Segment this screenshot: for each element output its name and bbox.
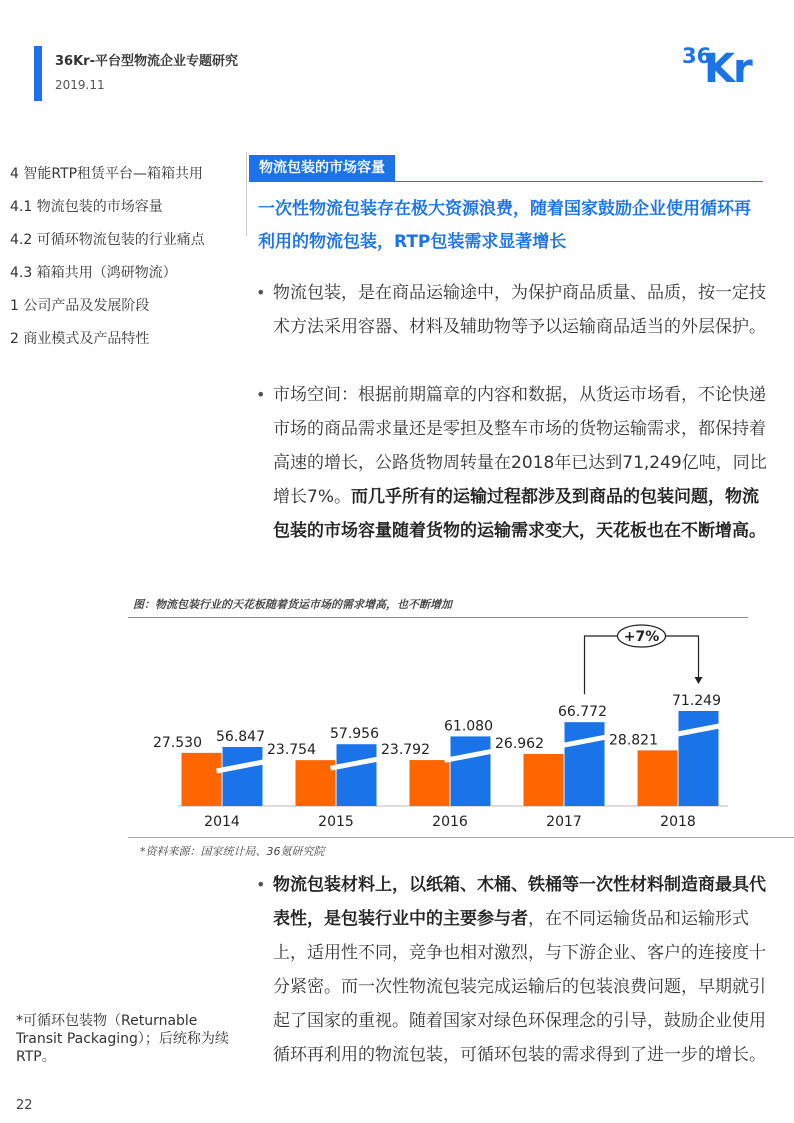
growth-annotation-label: +7%: [623, 629, 660, 645]
toc-item: 4 智能RTP租赁平台—箱箱共用: [10, 166, 204, 182]
data-label-series1-2016: 23.792: [381, 742, 430, 759]
bullet-bold-text: 而几乎所有的运输过程都涉及到商品的包装问题，物流包装的市场容量随着货物的运输需求变大，天花板也在不断增高。: [273, 487, 766, 541]
data-label-series2-2017: 66.772: [558, 704, 607, 721]
logo-number: 36: [682, 44, 712, 68]
bullet-normal-text: 市场空间：根据前期篇章的内容和数据，从货运市场看，不论快递市场的商品需求量还是零担及整车市场的货物运输需求，都保持着高速的增长，公路货物周转量在2018年已达到71,249亿吨，同比增长7%。: [273, 385, 767, 507]
36kr-logo: [682, 44, 766, 92]
bar-series1-2016: [410, 760, 450, 806]
source-rule: [128, 837, 794, 838]
toc-divider: [246, 152, 247, 236]
toc-item: 4.3 箱箱共用（鸿研物流）: [10, 265, 177, 281]
header-accent-bar: [34, 46, 42, 101]
data-label-series2-2016: 61.080: [444, 718, 493, 735]
x-tick-label-2014: 2014: [204, 814, 240, 830]
bullet-text: [273, 378, 768, 548]
bullet-dot-icon: •: [256, 283, 266, 302]
toc-item: 2 商业模式及产品特性: [10, 331, 150, 347]
bullet-text: [273, 868, 768, 1072]
data-label-series1-2015: 23.754: [267, 742, 316, 759]
bullet-packaging-materials: [256, 868, 768, 1072]
figure-source: *资料来源：国家统计局、36氪研究院: [140, 845, 325, 858]
bar-series1-2017: [524, 754, 564, 806]
section-tag-underline: [249, 181, 763, 182]
section-headline: 一次性物流包装存在极大资源浪费，随着国家鼓励企业使用循环再利用的物流包装，RTP包装需求显著增长: [258, 199, 751, 252]
data-label-series2-2014: 56.847: [216, 729, 265, 745]
data-label-series1-2017: 26.962: [495, 735, 544, 752]
bullet-normal-text: ，在不同运输货品和运输形式上，适用性不同，竞争也相对激烈，与下游企业、客户的连接度十分紧密。而一次性物流包装完成运输后的包装浪费问题，早期就引起了国家的重视。随着国家对绿色环保理念的引导，鼓励企业使用循环再利用的物流包装，可循环包装的需求得到了进一步的增长。: [273, 909, 766, 1065]
data-label-series2-2018: 71.249: [672, 692, 721, 709]
toc-item: 4.1 物流包装的市场容量: [10, 199, 163, 215]
x-tick-label-2017: 2017: [546, 814, 582, 830]
page-number: 22: [16, 1098, 33, 1113]
freight-volume-bar-chart: [128, 618, 794, 838]
table-of-contents: [10, 162, 246, 360]
x-tick-label-2016: 2016: [432, 814, 468, 830]
bar-series1-2015: [296, 760, 336, 806]
data-label-series1-2014: 27.530: [153, 734, 202, 751]
toc-item: 1 公司产品及发展阶段: [10, 298, 150, 314]
x-tick-label-2018: 2018: [660, 814, 696, 830]
bar-series2-2014: [223, 747, 263, 806]
toc-item: 4.2 可循环物流包装的行业痛点: [10, 232, 205, 248]
report-date: 2019.11: [55, 78, 105, 92]
bullet-text: 物流包装，是在商品运输途中，为保护商品质量、品质，按一定技术方法采用容器、材料及辅助物等予以运输商品适当的外层保护。: [273, 283, 766, 337]
bar-series1-2018: [638, 750, 678, 806]
figure-title: 图：物流包装行业的天花板随着货运市场的需求增高，也不断增加: [133, 598, 452, 611]
logo-text: Kr: [704, 46, 751, 92]
report-title: 36Kr-平台型物流企业专题研究: [55, 54, 238, 69]
growth-arrow-icon: [695, 677, 703, 684]
rtp-footnote: *可循环包装物（Returnable Transit Packaging）；后统称为续RTP。: [16, 1013, 229, 1065]
bullet-dot-icon: •: [256, 385, 266, 404]
bullet-dot-icon: •: [256, 875, 266, 894]
x-tick-label-2015: 2015: [318, 814, 354, 830]
bullet-bold-text: 物流包装材料上，以纸箱、木桶、铁桶等一次性材料制造商最具代表性，是包装行业中的主要参与者: [273, 875, 766, 929]
bar-series2-2015: [337, 744, 377, 806]
bar-series1-2014: [182, 753, 222, 806]
bullet-market-space: [256, 378, 768, 548]
bar-series2-2016: [451, 736, 491, 806]
data-label-series2-2015: 57.956: [330, 726, 379, 743]
bar-series2-2017: [565, 722, 605, 806]
section-tag: 物流包装的市场容量: [249, 155, 395, 182]
data-label-series1-2018: 28.821: [609, 732, 658, 749]
bullet-packaging-definition: [256, 276, 768, 344]
